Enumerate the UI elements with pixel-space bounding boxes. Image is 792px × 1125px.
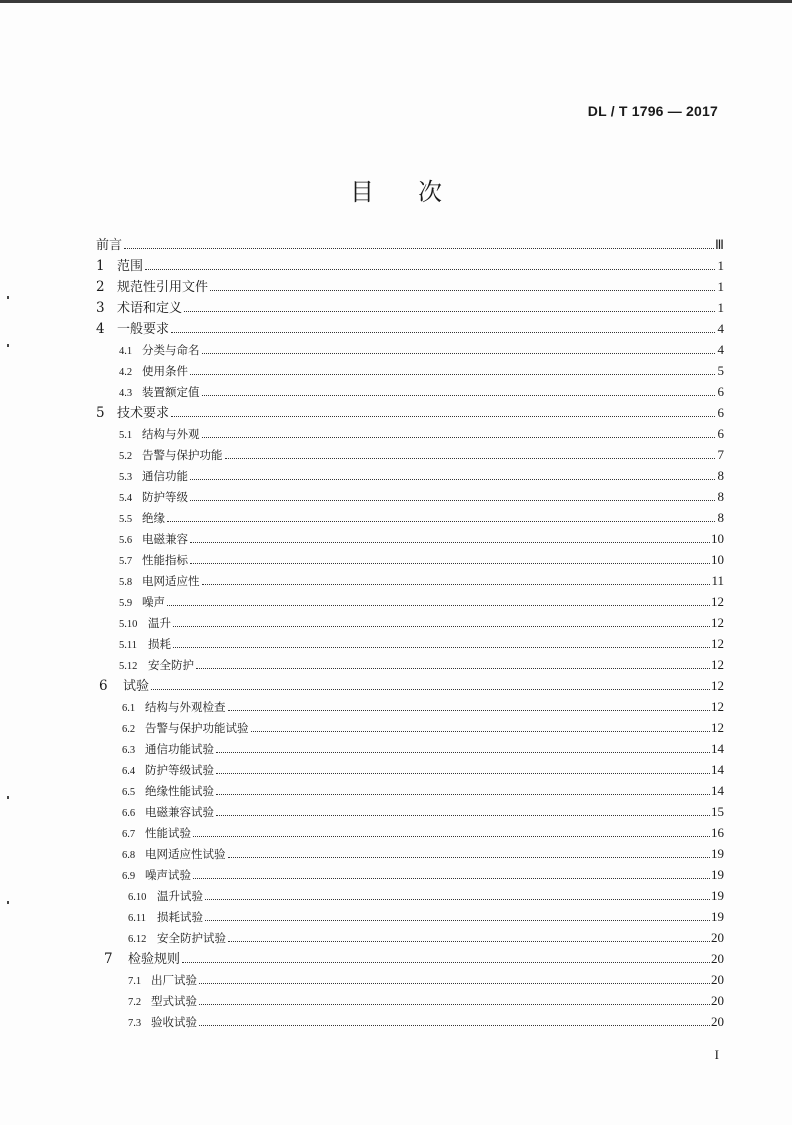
toc-dot-leader bbox=[167, 604, 710, 606]
toc-entry-number: 6.7 bbox=[122, 829, 136, 840]
toc-entry-title: 装置额定值 bbox=[142, 385, 200, 399]
toc-entry-number: 4.1 bbox=[119, 346, 133, 357]
toc-entry-title: 告警与保护功能 bbox=[142, 448, 223, 462]
toc-entry-title: 通信功能 bbox=[142, 469, 188, 483]
toc-dot-leader bbox=[193, 877, 710, 879]
toc-entry-number: 7 bbox=[104, 951, 113, 967]
toc-dot-leader bbox=[205, 919, 710, 921]
toc-entry-title: 电磁兼容试验 bbox=[145, 805, 214, 819]
toc-entry-title: 防护等级试验 bbox=[145, 763, 214, 777]
toc-dot-leader bbox=[190, 499, 715, 501]
toc-dot-leader bbox=[216, 751, 710, 753]
toc-dot-leader bbox=[199, 1003, 710, 1005]
toc-dot-leader bbox=[202, 352, 716, 354]
toc-entry-title: 一般要求 bbox=[117, 322, 170, 337]
toc-dot-leader bbox=[205, 898, 710, 900]
toc-dot-leader bbox=[124, 247, 714, 249]
margin-mark bbox=[7, 296, 9, 299]
toc-entry[interactable] bbox=[96, 255, 724, 276]
toc-entry-number: 5.8 bbox=[119, 577, 133, 588]
toc-entry-number: 7.1 bbox=[128, 976, 142, 987]
toc-dot-leader bbox=[145, 268, 715, 270]
toc-entry-title: 范围 bbox=[117, 259, 144, 274]
toc-dot-leader bbox=[251, 730, 711, 732]
document-code: DL / T 1796 — 2017 bbox=[587, 103, 718, 119]
toc-entry-title: 安全防护 bbox=[148, 658, 194, 672]
toc-entry-number: 6.11 bbox=[128, 913, 146, 924]
toc-dot-leader bbox=[202, 583, 711, 585]
toc-entry-title: 防护等级 bbox=[142, 490, 188, 504]
toc-entry-number: 5.6 bbox=[119, 535, 133, 546]
toc-entry-title: 损耗试验 bbox=[157, 910, 203, 924]
toc-entry-title: 通信功能试验 bbox=[145, 742, 214, 756]
table-of-contents bbox=[96, 234, 724, 1032]
toc-entry-page: 12 bbox=[711, 678, 724, 693]
toc-entry-page: 10 bbox=[711, 552, 724, 567]
toc-entry-title: 前言 bbox=[96, 238, 123, 253]
toc-entry-page: 8 bbox=[717, 468, 724, 483]
toc-entry-page: Ⅲ bbox=[715, 237, 724, 252]
toc-heading bbox=[0, 172, 792, 207]
toc-entry-number: 6.8 bbox=[122, 850, 136, 861]
toc-entry-title: 温升 bbox=[148, 616, 171, 630]
toc-entry-page: 19 bbox=[711, 888, 724, 903]
toc-dot-leader bbox=[190, 562, 710, 564]
toc-entry-page: 4 bbox=[717, 321, 724, 336]
toc-entry-title: 出厂试验 bbox=[151, 973, 197, 987]
toc-entry-title: 噪声试验 bbox=[145, 868, 191, 882]
toc-entry[interactable] bbox=[96, 402, 724, 423]
toc-entry[interactable] bbox=[96, 822, 724, 843]
toc-entry-page: 6 bbox=[717, 405, 724, 420]
toc-entry-page: 19 bbox=[711, 846, 724, 861]
toc-entry-number: 5.11 bbox=[119, 640, 137, 651]
toc-entry[interactable] bbox=[96, 507, 724, 528]
toc-entry-number: 6.1 bbox=[122, 703, 136, 714]
toc-dot-leader bbox=[199, 1024, 710, 1026]
margin-mark bbox=[7, 796, 9, 799]
toc-dot-leader bbox=[193, 835, 710, 837]
toc-entry-title: 试验 bbox=[123, 679, 150, 694]
toc-entry-page: 10 bbox=[711, 531, 724, 546]
toc-dot-leader bbox=[196, 667, 710, 669]
toc-entry[interactable] bbox=[96, 885, 724, 906]
toc-entry-number: 2 bbox=[96, 279, 105, 295]
toc-entry-page: 19 bbox=[711, 909, 724, 924]
toc-entry-title: 电网适应性试验 bbox=[145, 847, 226, 861]
toc-entry-number: 6.6 bbox=[122, 808, 136, 819]
toc-dot-leader bbox=[182, 961, 710, 963]
toc-entry-title: 损耗 bbox=[148, 637, 171, 651]
toc-entry[interactable] bbox=[96, 780, 724, 801]
toc-entry-number: 6.3 bbox=[122, 745, 136, 756]
toc-entry-title: 绝缘性能试验 bbox=[145, 784, 214, 798]
page-number: I bbox=[714, 1047, 719, 1062]
toc-entry[interactable] bbox=[96, 696, 724, 717]
margin-mark bbox=[7, 901, 9, 904]
toc-dot-leader bbox=[173, 625, 710, 627]
toc-dot-leader bbox=[151, 688, 710, 690]
toc-entry-page: 1 bbox=[717, 300, 724, 315]
toc-dot-leader bbox=[199, 982, 710, 984]
toc-entry[interactable] bbox=[96, 570, 724, 591]
toc-entry-number: 5.12 bbox=[119, 661, 138, 672]
toc-entry-number: 6.9 bbox=[122, 871, 136, 882]
toc-entry[interactable] bbox=[96, 759, 724, 780]
toc-dot-leader bbox=[228, 856, 711, 858]
toc-dot-leader bbox=[167, 520, 715, 522]
toc-dot-leader bbox=[216, 772, 710, 774]
toc-entry-page: 20 bbox=[711, 930, 724, 945]
toc-entry-page: 12 bbox=[711, 720, 724, 735]
margin-mark bbox=[7, 344, 9, 347]
toc-dot-leader bbox=[173, 646, 710, 648]
toc-entry[interactable] bbox=[96, 654, 724, 675]
toc-entry-page: 6 bbox=[717, 426, 724, 441]
toc-entry[interactable] bbox=[96, 381, 724, 402]
toc-entry[interactable] bbox=[96, 423, 724, 444]
toc-entry[interactable] bbox=[96, 675, 724, 696]
toc-dot-leader bbox=[216, 793, 710, 795]
toc-dot-leader bbox=[225, 457, 716, 459]
toc-entry-number: 5 bbox=[96, 405, 105, 421]
toc-dot-leader bbox=[190, 541, 710, 543]
toc-entry-number: 3 bbox=[96, 300, 105, 316]
toc-entry[interactable] bbox=[96, 528, 724, 549]
toc-entry[interactable] bbox=[96, 276, 724, 297]
toc-entry-number: 7.2 bbox=[128, 997, 142, 1008]
toc-entry-page: 8 bbox=[717, 510, 724, 525]
toc-entry-page: 20 bbox=[711, 993, 724, 1008]
toc-entry-page: 20 bbox=[711, 972, 724, 987]
toc-entry[interactable] bbox=[96, 486, 724, 507]
toc-entry-title: 绝缘 bbox=[142, 511, 165, 525]
toc-dot-leader bbox=[190, 478, 715, 480]
toc-entry-number: 6.2 bbox=[122, 724, 136, 735]
toc-entry-number: 5.3 bbox=[119, 472, 133, 483]
toc-entry-number: 4.2 bbox=[119, 367, 133, 378]
toc-entry-title: 规范性引用文件 bbox=[117, 280, 209, 295]
toc-entry-title: 结构与外观 bbox=[142, 427, 200, 441]
toc-entry[interactable] bbox=[96, 801, 724, 822]
toc-entry-number: 6 bbox=[99, 678, 108, 694]
toc-entry[interactable] bbox=[96, 297, 724, 318]
toc-entry[interactable] bbox=[96, 549, 724, 570]
toc-entry-page: 14 bbox=[711, 783, 724, 798]
toc-entry[interactable] bbox=[96, 339, 724, 360]
toc-entry-page: 12 bbox=[711, 594, 724, 609]
toc-entry-number: 6.12 bbox=[128, 934, 147, 945]
toc-entry[interactable] bbox=[96, 612, 724, 633]
toc-entry-page: 20 bbox=[711, 1014, 724, 1029]
toc-entry-title: 术语和定义 bbox=[117, 301, 183, 316]
toc-entry-number: 5.2 bbox=[119, 451, 133, 462]
toc-dot-leader bbox=[228, 940, 710, 942]
toc-entry-page: 1 bbox=[717, 258, 724, 273]
toc-entry[interactable] bbox=[96, 990, 724, 1011]
toc-dot-leader bbox=[184, 310, 715, 312]
toc-entry[interactable] bbox=[96, 843, 724, 864]
toc-entry[interactable] bbox=[96, 591, 724, 612]
toc-entry-title: 告警与保护功能试验 bbox=[145, 721, 249, 735]
toc-entry-title: 型式试验 bbox=[151, 994, 197, 1008]
toc-entry[interactable] bbox=[96, 360, 724, 381]
toc-entry-title: 安全防护试验 bbox=[157, 931, 226, 945]
toc-entry-title: 验收试验 bbox=[151, 1015, 197, 1029]
toc-entry-title: 技术要求 bbox=[117, 406, 170, 421]
toc-heading-char-1: 目 bbox=[350, 178, 374, 206]
toc-entry-page: 7 bbox=[717, 447, 724, 462]
toc-entry[interactable] bbox=[96, 318, 724, 339]
toc-entry-page: 4 bbox=[717, 342, 724, 357]
toc-entry[interactable] bbox=[96, 948, 724, 969]
toc-entry[interactable] bbox=[96, 234, 724, 255]
toc-entry-page: 12 bbox=[711, 615, 724, 630]
toc-entry-title: 电网适应性 bbox=[142, 574, 200, 588]
toc-entry-title: 性能指标 bbox=[142, 553, 188, 567]
toc-entry-number: 1 bbox=[96, 258, 105, 274]
toc-entry-page: 12 bbox=[711, 636, 724, 651]
toc-dot-leader bbox=[202, 436, 716, 438]
toc-entry[interactable] bbox=[96, 927, 724, 948]
toc-entry-page: 20 bbox=[711, 951, 724, 966]
toc-entry-page: 5 bbox=[717, 363, 724, 378]
toc-entry[interactable] bbox=[96, 717, 724, 738]
toc-dot-leader bbox=[171, 331, 715, 333]
toc-entry-title: 结构与外观检查 bbox=[145, 700, 226, 714]
page-top-edge bbox=[0, 0, 792, 3]
toc-entry-number: 6.4 bbox=[122, 766, 136, 777]
toc-entry-title: 检验规则 bbox=[128, 952, 181, 967]
toc-entry-page: 12 bbox=[711, 657, 724, 672]
toc-dot-leader bbox=[190, 373, 715, 375]
toc-dot-leader bbox=[202, 394, 716, 396]
toc-dot-leader bbox=[210, 289, 715, 291]
toc-entry[interactable] bbox=[96, 465, 724, 486]
toc-entry-title: 电磁兼容 bbox=[142, 532, 188, 546]
toc-heading-char-2: 次 bbox=[418, 178, 442, 206]
toc-entry-number: 6.5 bbox=[122, 787, 136, 798]
toc-entry-page: 14 bbox=[711, 741, 724, 756]
toc-entry[interactable] bbox=[96, 444, 724, 465]
toc-entry-page: 19 bbox=[711, 867, 724, 882]
toc-dot-leader bbox=[216, 814, 710, 816]
toc-entry-number: 6.10 bbox=[128, 892, 147, 903]
toc-entry-page: 1 bbox=[717, 279, 724, 294]
toc-entry-title: 噪声 bbox=[142, 595, 165, 609]
toc-entry-page: 11 bbox=[711, 573, 724, 588]
toc-entry-page: 12 bbox=[711, 699, 724, 714]
toc-entry[interactable] bbox=[96, 906, 724, 927]
toc-entry[interactable] bbox=[96, 633, 724, 654]
toc-entry-page: 6 bbox=[717, 384, 724, 399]
toc-entry-number: 4.3 bbox=[119, 388, 133, 399]
toc-entry-page: 16 bbox=[711, 825, 724, 840]
toc-entry[interactable] bbox=[96, 864, 724, 885]
toc-entry-number: 5.5 bbox=[119, 514, 133, 525]
toc-entry[interactable] bbox=[96, 738, 724, 759]
toc-entry-page: 8 bbox=[717, 489, 724, 504]
toc-entry-title: 分类与命名 bbox=[142, 343, 200, 357]
toc-entry-number: 4 bbox=[96, 321, 105, 337]
toc-dot-leader bbox=[171, 415, 715, 417]
toc-entry-number: 5.9 bbox=[119, 598, 133, 609]
toc-dot-leader bbox=[228, 709, 711, 711]
toc-entry-title: 性能试验 bbox=[145, 826, 191, 840]
toc-entry-page: 14 bbox=[711, 762, 724, 777]
toc-entry-number: 7.3 bbox=[128, 1018, 142, 1029]
toc-entry-number: 5.4 bbox=[119, 493, 133, 504]
toc-entry-title: 温升试验 bbox=[157, 889, 203, 903]
toc-entry-page: 15 bbox=[711, 804, 724, 819]
toc-entry[interactable] bbox=[96, 969, 724, 990]
toc-entry-title: 使用条件 bbox=[142, 364, 188, 378]
toc-entry[interactable] bbox=[96, 1011, 724, 1032]
toc-entry-number: 5.7 bbox=[119, 556, 133, 567]
toc-entry-number: 5.10 bbox=[119, 619, 138, 630]
toc-entry-number: 5.1 bbox=[119, 430, 133, 441]
